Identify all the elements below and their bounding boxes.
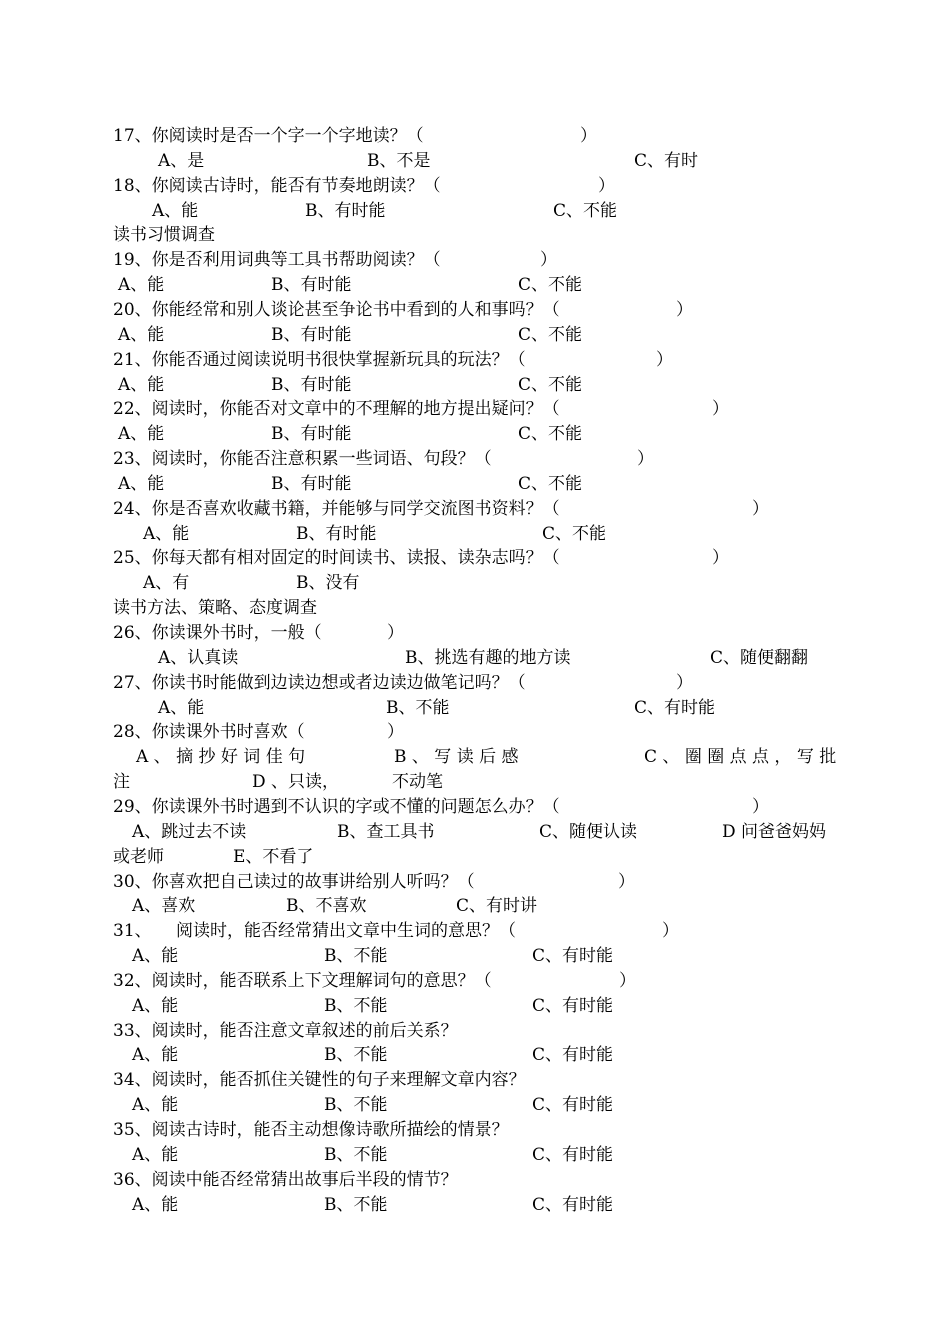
text-line xyxy=(0,1143,950,1167)
text-line xyxy=(0,745,950,769)
text-segment: B、不能 xyxy=(324,1095,388,1115)
text-segment: ） xyxy=(752,797,769,817)
text-line xyxy=(0,522,950,546)
text-segment: 21、你能否通过阅读说明书很快掌握新玩具的玩法？（ xyxy=(113,350,526,370)
text-line xyxy=(0,273,950,297)
text-line xyxy=(0,248,950,272)
text-segment: B、有时能 xyxy=(271,325,352,345)
text-segment: 或老师 xyxy=(113,847,164,867)
text-segment: A、跳过去不读 xyxy=(132,822,247,842)
text-segment: ） xyxy=(619,971,636,991)
text-line xyxy=(0,1068,950,1092)
text-segment: D 、只读， xyxy=(252,772,340,792)
text-segment: ） xyxy=(387,722,404,742)
text-segment: ） xyxy=(540,250,557,270)
text-segment: C、不能 xyxy=(518,474,583,494)
text-segment: B、有时能 xyxy=(271,424,352,444)
text-segment: ） xyxy=(637,449,654,469)
text-segment: B、不能 xyxy=(324,1145,388,1165)
text-segment: A、喜欢 xyxy=(132,896,196,916)
text-segment: C、有时能 xyxy=(532,1195,614,1215)
text-segment: C、随便翻翻 xyxy=(710,648,809,668)
text-segment: 20、你能经常和别人谈论甚至争论书中看到的人和事吗？（ xyxy=(113,300,560,320)
text-segment: ） xyxy=(580,126,597,146)
text-segment: C、有时能 xyxy=(532,1045,614,1065)
text-segment: 25、你每天都有相对固定的时间读书、读报、读杂志吗？（ xyxy=(113,548,560,568)
text-line xyxy=(0,373,950,397)
text-segment: C、有时 xyxy=(634,151,699,171)
text-segment: 29、你读课外书时遇到不认识的字或不懂的问题怎么办？（ xyxy=(113,797,560,817)
text-segment: C、不能 xyxy=(518,325,583,345)
text-segment: ） xyxy=(712,548,729,568)
text-segment: ） xyxy=(712,399,729,419)
text-segment: C、不能 xyxy=(553,201,618,221)
text-segment: B、不能 xyxy=(324,1195,388,1215)
text-line xyxy=(0,546,950,570)
text-segment: 33、阅读时，能否注意文章叙述的前后关系？ xyxy=(113,1021,458,1041)
text-segment: B、有时能 xyxy=(296,524,377,544)
text-segment: 30、你喜欢把自己读过的故事讲给别人听吗？（ xyxy=(113,872,475,892)
text-line xyxy=(0,149,950,173)
text-line xyxy=(0,323,950,347)
text-segment: A、能 xyxy=(152,201,199,221)
text-line xyxy=(0,1019,950,1043)
text-segment: B、有时能 xyxy=(271,375,352,395)
text-segment: A、能 xyxy=(132,1095,179,1115)
text-line xyxy=(0,1043,950,1067)
text-segment: 35、阅读古诗时，能否主动想像诗歌所描绘的情景？ xyxy=(113,1120,509,1140)
text-segment: C、有时能 xyxy=(634,698,716,718)
text-segment: C、随便认读 xyxy=(539,822,638,842)
text-segment: B、不能 xyxy=(386,698,450,718)
text-line xyxy=(0,298,950,322)
text-segment: 31、 xyxy=(113,921,152,941)
text-segment: A、能 xyxy=(118,375,165,395)
text-segment: 27、你读书时能做到边读边想或者边读边做笔记吗？（ xyxy=(113,673,526,693)
text-segment: C、不能 xyxy=(518,275,583,295)
text-segment: B、查工具书 xyxy=(337,822,435,842)
text-line xyxy=(0,969,950,993)
text-segment: ） xyxy=(618,872,635,892)
text-line xyxy=(0,1168,950,1192)
text-line xyxy=(0,820,950,844)
text-segment: 阅读时，能否经常猜出文章中生词的意思？（ xyxy=(176,921,516,941)
text-segment: 23、阅读时，你能否注意积累一些词语、句段？（ xyxy=(113,449,492,469)
text-line xyxy=(0,770,950,794)
text-line xyxy=(0,646,950,670)
text-segment: 注 xyxy=(113,772,130,792)
text-line xyxy=(0,447,950,471)
text-line xyxy=(0,944,950,968)
text-segment: C、有时能 xyxy=(532,1095,614,1115)
text-segment: B、不是 xyxy=(367,151,431,171)
text-line xyxy=(0,1118,950,1142)
text-segment: 28、你读课外书时喜欢（ xyxy=(113,722,305,742)
text-segment: A、能 xyxy=(132,1195,179,1215)
text-segment: B、没有 xyxy=(296,573,360,593)
text-line xyxy=(0,199,950,223)
text-line xyxy=(0,870,950,894)
text-line xyxy=(0,671,950,695)
text-line xyxy=(0,919,950,943)
text-segment: B、有时能 xyxy=(271,474,352,494)
text-line xyxy=(0,720,950,744)
text-line xyxy=(0,124,950,148)
text-segment: A、能 xyxy=(118,474,165,494)
text-segment: A、有 xyxy=(143,573,190,593)
text-segment: 24、你是否喜欢收藏书籍，并能够与同学交流图书资料？（ xyxy=(113,499,560,519)
text-segment: B、有时能 xyxy=(305,201,386,221)
text-line xyxy=(0,497,950,521)
text-segment: C、有时讲 xyxy=(456,896,538,916)
text-segment: C、不能 xyxy=(542,524,607,544)
text-line xyxy=(0,223,950,247)
text-line xyxy=(0,795,950,819)
text-segment: ） xyxy=(598,176,615,196)
text-line xyxy=(0,174,950,198)
text-segment: B、不能 xyxy=(324,946,388,966)
text-segment: A、能 xyxy=(118,424,165,444)
text-line xyxy=(0,1093,950,1117)
text-segment: B、挑选有趣的地方读 xyxy=(405,648,571,668)
text-segment: A、能 xyxy=(132,1145,179,1165)
text-line xyxy=(0,596,950,620)
text-segment: A、能 xyxy=(118,275,165,295)
text-line xyxy=(0,845,950,869)
text-segment: C、有时能 xyxy=(532,996,614,1016)
text-segment: 26、你读课外书时，一般（ xyxy=(113,623,322,643)
text-line xyxy=(0,621,950,645)
text-segment: 36、阅读中能否经常猜出故事后半段的情节？ xyxy=(113,1170,458,1190)
text-segment: A、是 xyxy=(158,151,205,171)
text-segment: A、认真读 xyxy=(158,648,239,668)
text-segment: A、能 xyxy=(143,524,190,544)
text-segment: 读书习惯调查 xyxy=(113,225,215,245)
text-segment: A、能 xyxy=(132,1045,179,1065)
text-segment: B、不喜欢 xyxy=(286,896,367,916)
text-segment: A、能 xyxy=(158,698,205,718)
text-segment: A、能 xyxy=(132,946,179,966)
text-segment: A、能 xyxy=(118,325,165,345)
text-segment: ） xyxy=(676,673,693,693)
text-segment: 不动笔 xyxy=(392,772,443,792)
text-line xyxy=(0,1193,950,1217)
text-segment: 22、阅读时，你能否对文章中的不理解的地方提出疑问？（ xyxy=(113,399,560,419)
text-segment: C、不能 xyxy=(518,424,583,444)
text-line xyxy=(0,422,950,446)
text-segment: C、有时能 xyxy=(532,946,614,966)
text-segment: 17、你阅读时是否一个字一个字地读？（ xyxy=(113,126,424,146)
text-segment: C、有时能 xyxy=(532,1145,614,1165)
text-segment: B、有时能 xyxy=(271,275,352,295)
text-line xyxy=(0,348,950,372)
text-segment: B、不能 xyxy=(324,1045,388,1065)
text-segment: E、不看了 xyxy=(233,847,314,867)
text-line xyxy=(0,994,950,1018)
text-line xyxy=(0,472,950,496)
text-segment: ） xyxy=(662,921,679,941)
text-segment: A 、 摘 抄 好 词 佳 句 xyxy=(136,747,306,767)
text-segment: 读书方法、策略、态度调查 xyxy=(113,598,317,618)
text-segment: C、不能 xyxy=(518,375,583,395)
text-line xyxy=(0,696,950,720)
text-segment: ） xyxy=(387,623,404,643)
text-segment: C 、 圈 圈 点 点 ， 写 批 xyxy=(644,747,837,767)
text-segment: ） xyxy=(676,300,693,320)
text-segment: 19、你是否利用词典等工具书帮助阅读？（ xyxy=(113,250,441,270)
text-segment: B 、 写 读 后 感 xyxy=(394,747,519,767)
text-segment: ） xyxy=(752,499,769,519)
text-segment: ） xyxy=(656,350,673,370)
text-line xyxy=(0,397,950,421)
text-segment: 34、阅读时，能否抓住关键性的句子来理解文章内容？ xyxy=(113,1070,526,1090)
text-line xyxy=(0,894,950,918)
text-segment: A、能 xyxy=(132,996,179,1016)
text-segment: D 问爸爸妈妈 xyxy=(722,822,827,842)
text-segment: 32、阅读时，能否联系上下文理解词句的意思？（ xyxy=(113,971,492,991)
text-line xyxy=(0,571,950,595)
text-segment: B、不能 xyxy=(324,996,388,1016)
text-segment: 18、你阅读古诗时，能否有节奏地朗读？（ xyxy=(113,176,441,196)
